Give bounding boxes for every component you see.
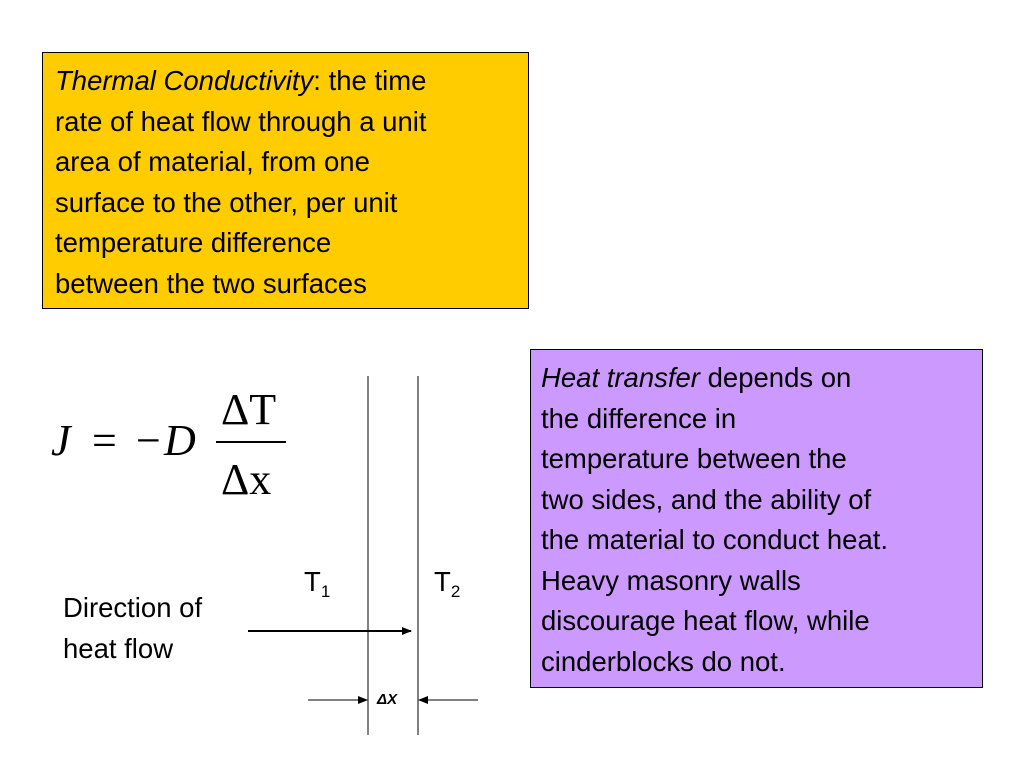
conductivity-line-4: surface to the other, per unit — [55, 186, 398, 218]
conductivity-line-6: between the two surfaces — [55, 267, 367, 299]
formula-numerator: ΔT — [221, 385, 277, 434]
heat-transfer-line-6: Heavy masonry walls — [541, 564, 801, 596]
heat-transfer-line-3: temperature between the — [541, 443, 847, 474]
heat-transfer-line-8: cinderblocks do not. — [541, 645, 786, 677]
conductivity-line-3: area of material, from one — [55, 146, 370, 177]
direction-line-2: heat flow — [63, 632, 174, 664]
formula-minus: − — [136, 416, 161, 465]
conductivity-line-1: : the time — [313, 65, 427, 96]
temperature-t1-label: $T_1$ — [304, 566, 331, 601]
wall-thickness-label: ΔX — [377, 691, 398, 708]
direction-line-1: Direction of — [63, 592, 203, 623]
formula-coefficient: D — [164, 416, 196, 465]
heat-transfer-term: Heat transfer — [541, 362, 700, 393]
heat-transfer-line-4: two sides, and the ability of — [541, 483, 872, 515]
heat-transfer-line-1: depends on — [699, 362, 852, 393]
heat-transfer-line-5: the material to conduct heat. — [541, 524, 889, 555]
formula-denominator: Δx — [221, 455, 272, 504]
heat-flow-direction-label — [63, 588, 202, 669]
heat-transfer-line-7: discourage heat flow, while — [541, 605, 870, 636]
heat-transfer-line-2: the difference in — [541, 402, 737, 434]
formula-equals: = — [92, 416, 117, 465]
conductivity-line-5: temperature difference — [55, 227, 332, 258]
conductivity-line-2: rate of heat flow through a unit — [55, 105, 427, 137]
conductivity-term: Thermal Conductivity — [55, 65, 314, 96]
temperature-t2-label: $T_2$ — [434, 566, 461, 601]
formula-lhs: J — [51, 416, 71, 465]
